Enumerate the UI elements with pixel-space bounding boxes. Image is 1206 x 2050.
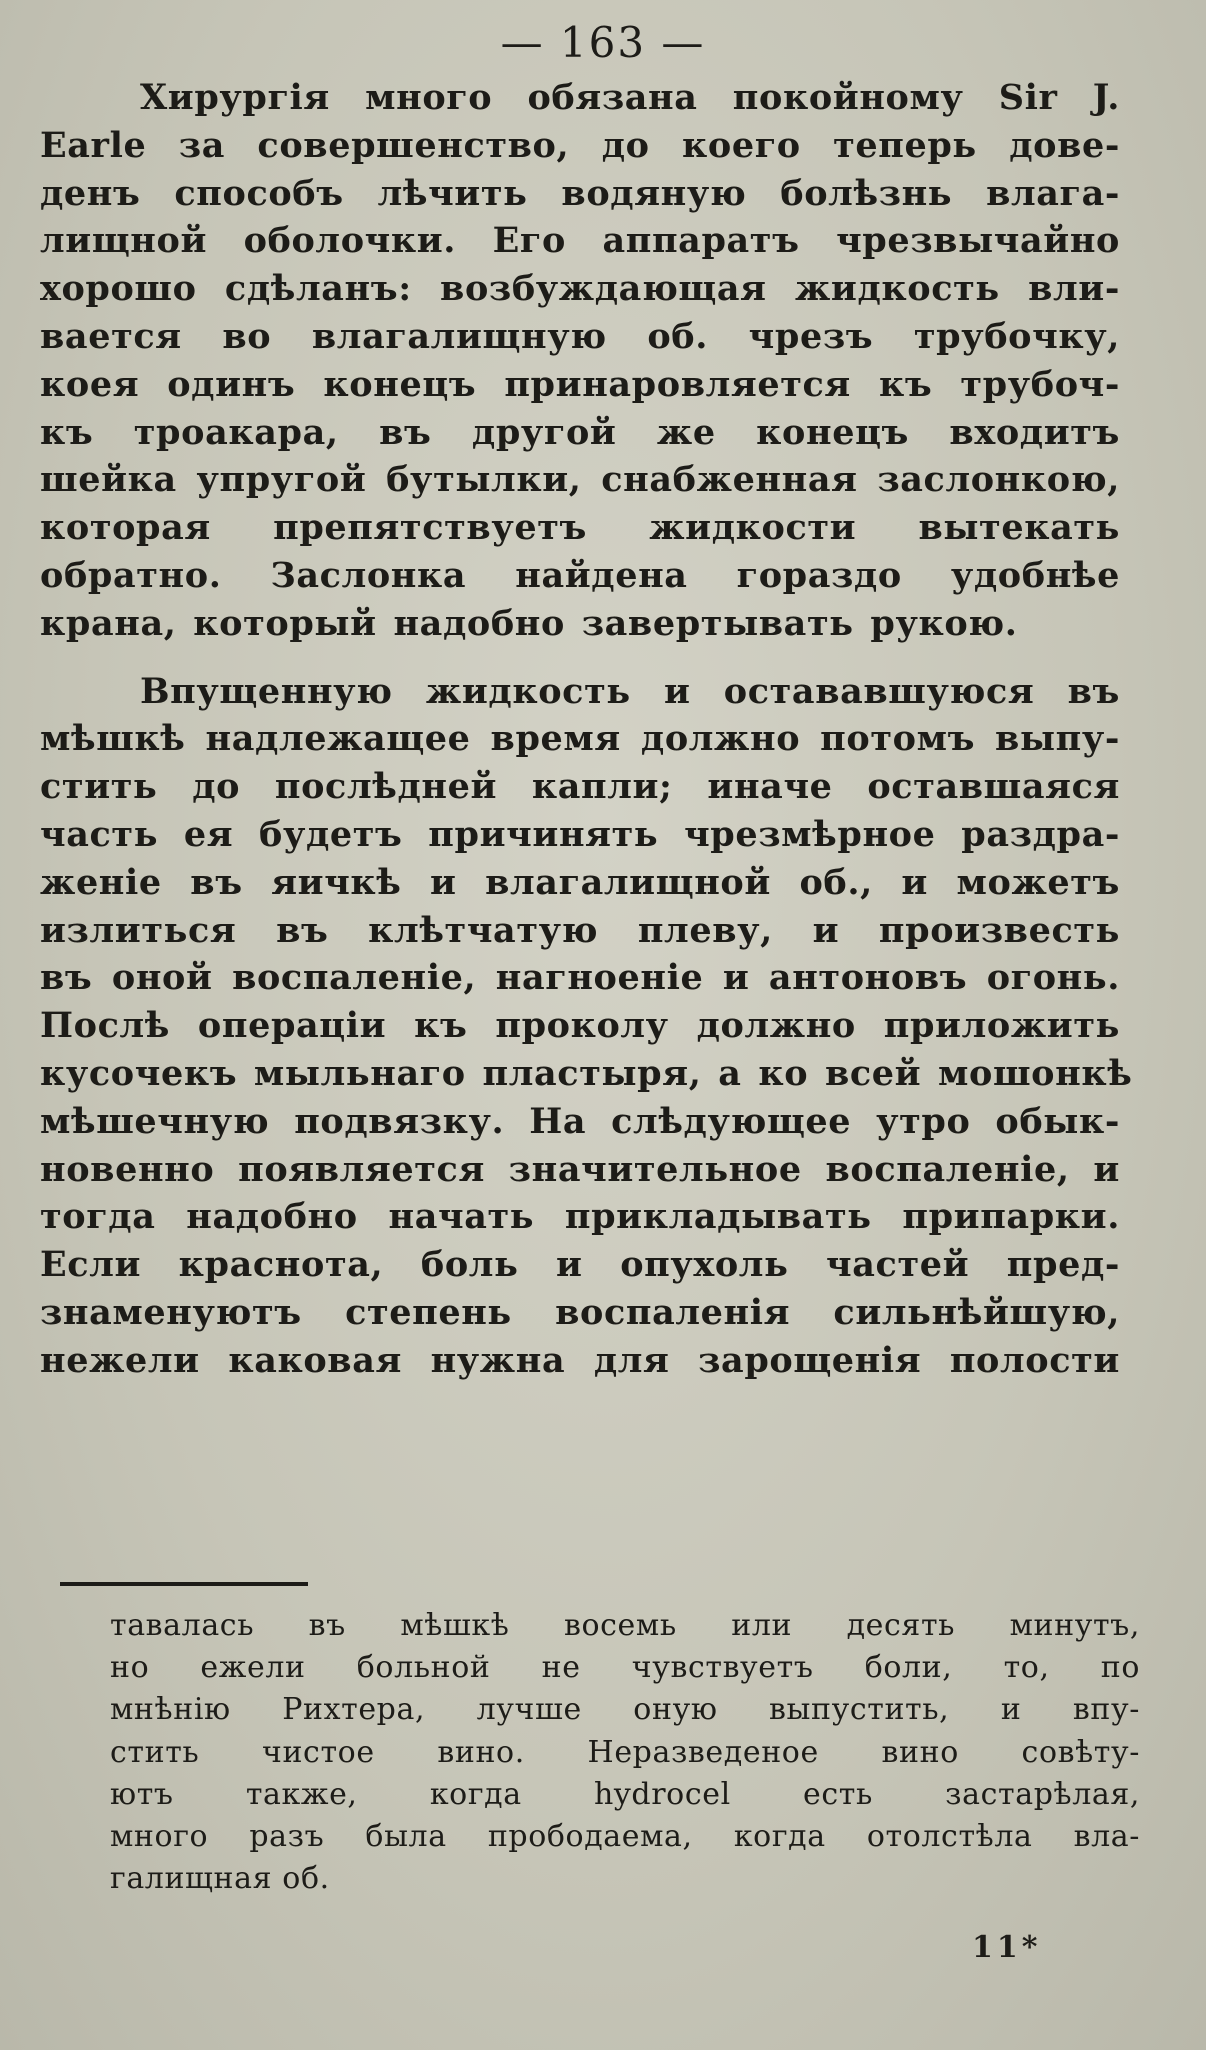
text-line: Earle за совершенство, до коего теперь дове-	[40, 124, 1120, 166]
text-line: Хирургія много обязана покойному Sir J.	[140, 77, 1120, 118]
footnote-line: галищная об.	[110, 1861, 330, 1897]
footnote-line: стить чистое вино. Неразведеное вино совѣту-	[110, 1734, 1140, 1770]
text-line: стить до послѣдней капли; иначе оставшаяся	[40, 766, 1120, 808]
text-line: хорошо сдѣланъ: возбуждающая жидкость вли-	[40, 268, 1120, 310]
text-line: вается во влагалищную об. чрезъ трубочку,	[40, 315, 1120, 357]
text-line: мѣшкѣ надлежащее время должно потомъ выпу-	[40, 718, 1120, 760]
text-line: излиться въ клѣтчатую плеву, и произвесть	[40, 909, 1120, 951]
text-line: новенно появляется значительное воспаленіе, и	[40, 1148, 1120, 1190]
footnote-line: но ежели больной не чувствуетъ боли, то, по	[110, 1650, 1140, 1686]
text-line: денъ способъ лѣчить водяную болѣзнь влага-	[40, 172, 1120, 214]
text-line: шейка упругой бутылки, снабженная заслонкою,	[40, 459, 1120, 501]
text-line: крана, который надобно завертывать рукою.	[40, 602, 1018, 644]
text-line: обратно. Заслонка найдена гораздо удобнѣе	[40, 554, 1120, 596]
text-line: къ троакара, въ другой же конецъ входитъ	[40, 411, 1120, 453]
footnote-line: тавалась въ мѣшкѣ восемь или десять минутъ,	[110, 1608, 1140, 1643]
text-line: кусочекъ мыльнаго пластыря, а ко всей мошонкѣ	[40, 1052, 1133, 1094]
footnote-line: много разъ была прободаема, когда отолстѣла вла-	[110, 1818, 1140, 1854]
page-number: — 163 —	[500, 18, 706, 67]
text-line: Если краснота, боль и опухоль частей пред-	[40, 1244, 1120, 1286]
footnote-divider	[60, 1582, 308, 1586]
text-line: которая препятствуетъ жидкости вытекать	[40, 507, 1120, 549]
signature-mark: 11*	[972, 1930, 1042, 1965]
text-line: часть ея будетъ причинять чрезмѣрное раздра-	[40, 813, 1120, 855]
footnote-line: мнѣнію Рихтера, лучше оную выпустить, и впу-	[110, 1692, 1140, 1728]
text-line: Послѣ операціи къ проколу должно приложить	[40, 1005, 1120, 1047]
footnote	[110, 1605, 1140, 1900]
text-line: женіе въ яичкѣ и влагалищной об., и можетъ	[40, 861, 1120, 903]
text-line: тогда надобно начать прикладывать припарки.	[40, 1196, 1120, 1238]
text-line: Впущенную жидкость и остававшуюся въ	[140, 670, 1120, 712]
text-line: знаменуютъ степень воспаленія сильнѣйшую,	[40, 1291, 1120, 1333]
text-line: въ оной воспаленіе, нагноеніе и антоновъ огонь.	[40, 957, 1120, 999]
footnote-line: ютъ также, когда hydrocel есть застарѣлая,	[110, 1776, 1140, 1812]
text-line: коея одинъ конецъ принаровляется къ трубоч-	[40, 363, 1120, 405]
text-line: лищной оболочки. Его аппаратъ чрезвычайно	[40, 220, 1120, 262]
paragraph-gap	[40, 648, 1120, 668]
main-text	[40, 74, 1133, 1385]
text-line: нежели каковая нужна для зарощенія полости	[40, 1339, 1120, 1381]
text-line: мѣшечную подвязку. На слѣдующее утро обык-	[40, 1100, 1120, 1142]
